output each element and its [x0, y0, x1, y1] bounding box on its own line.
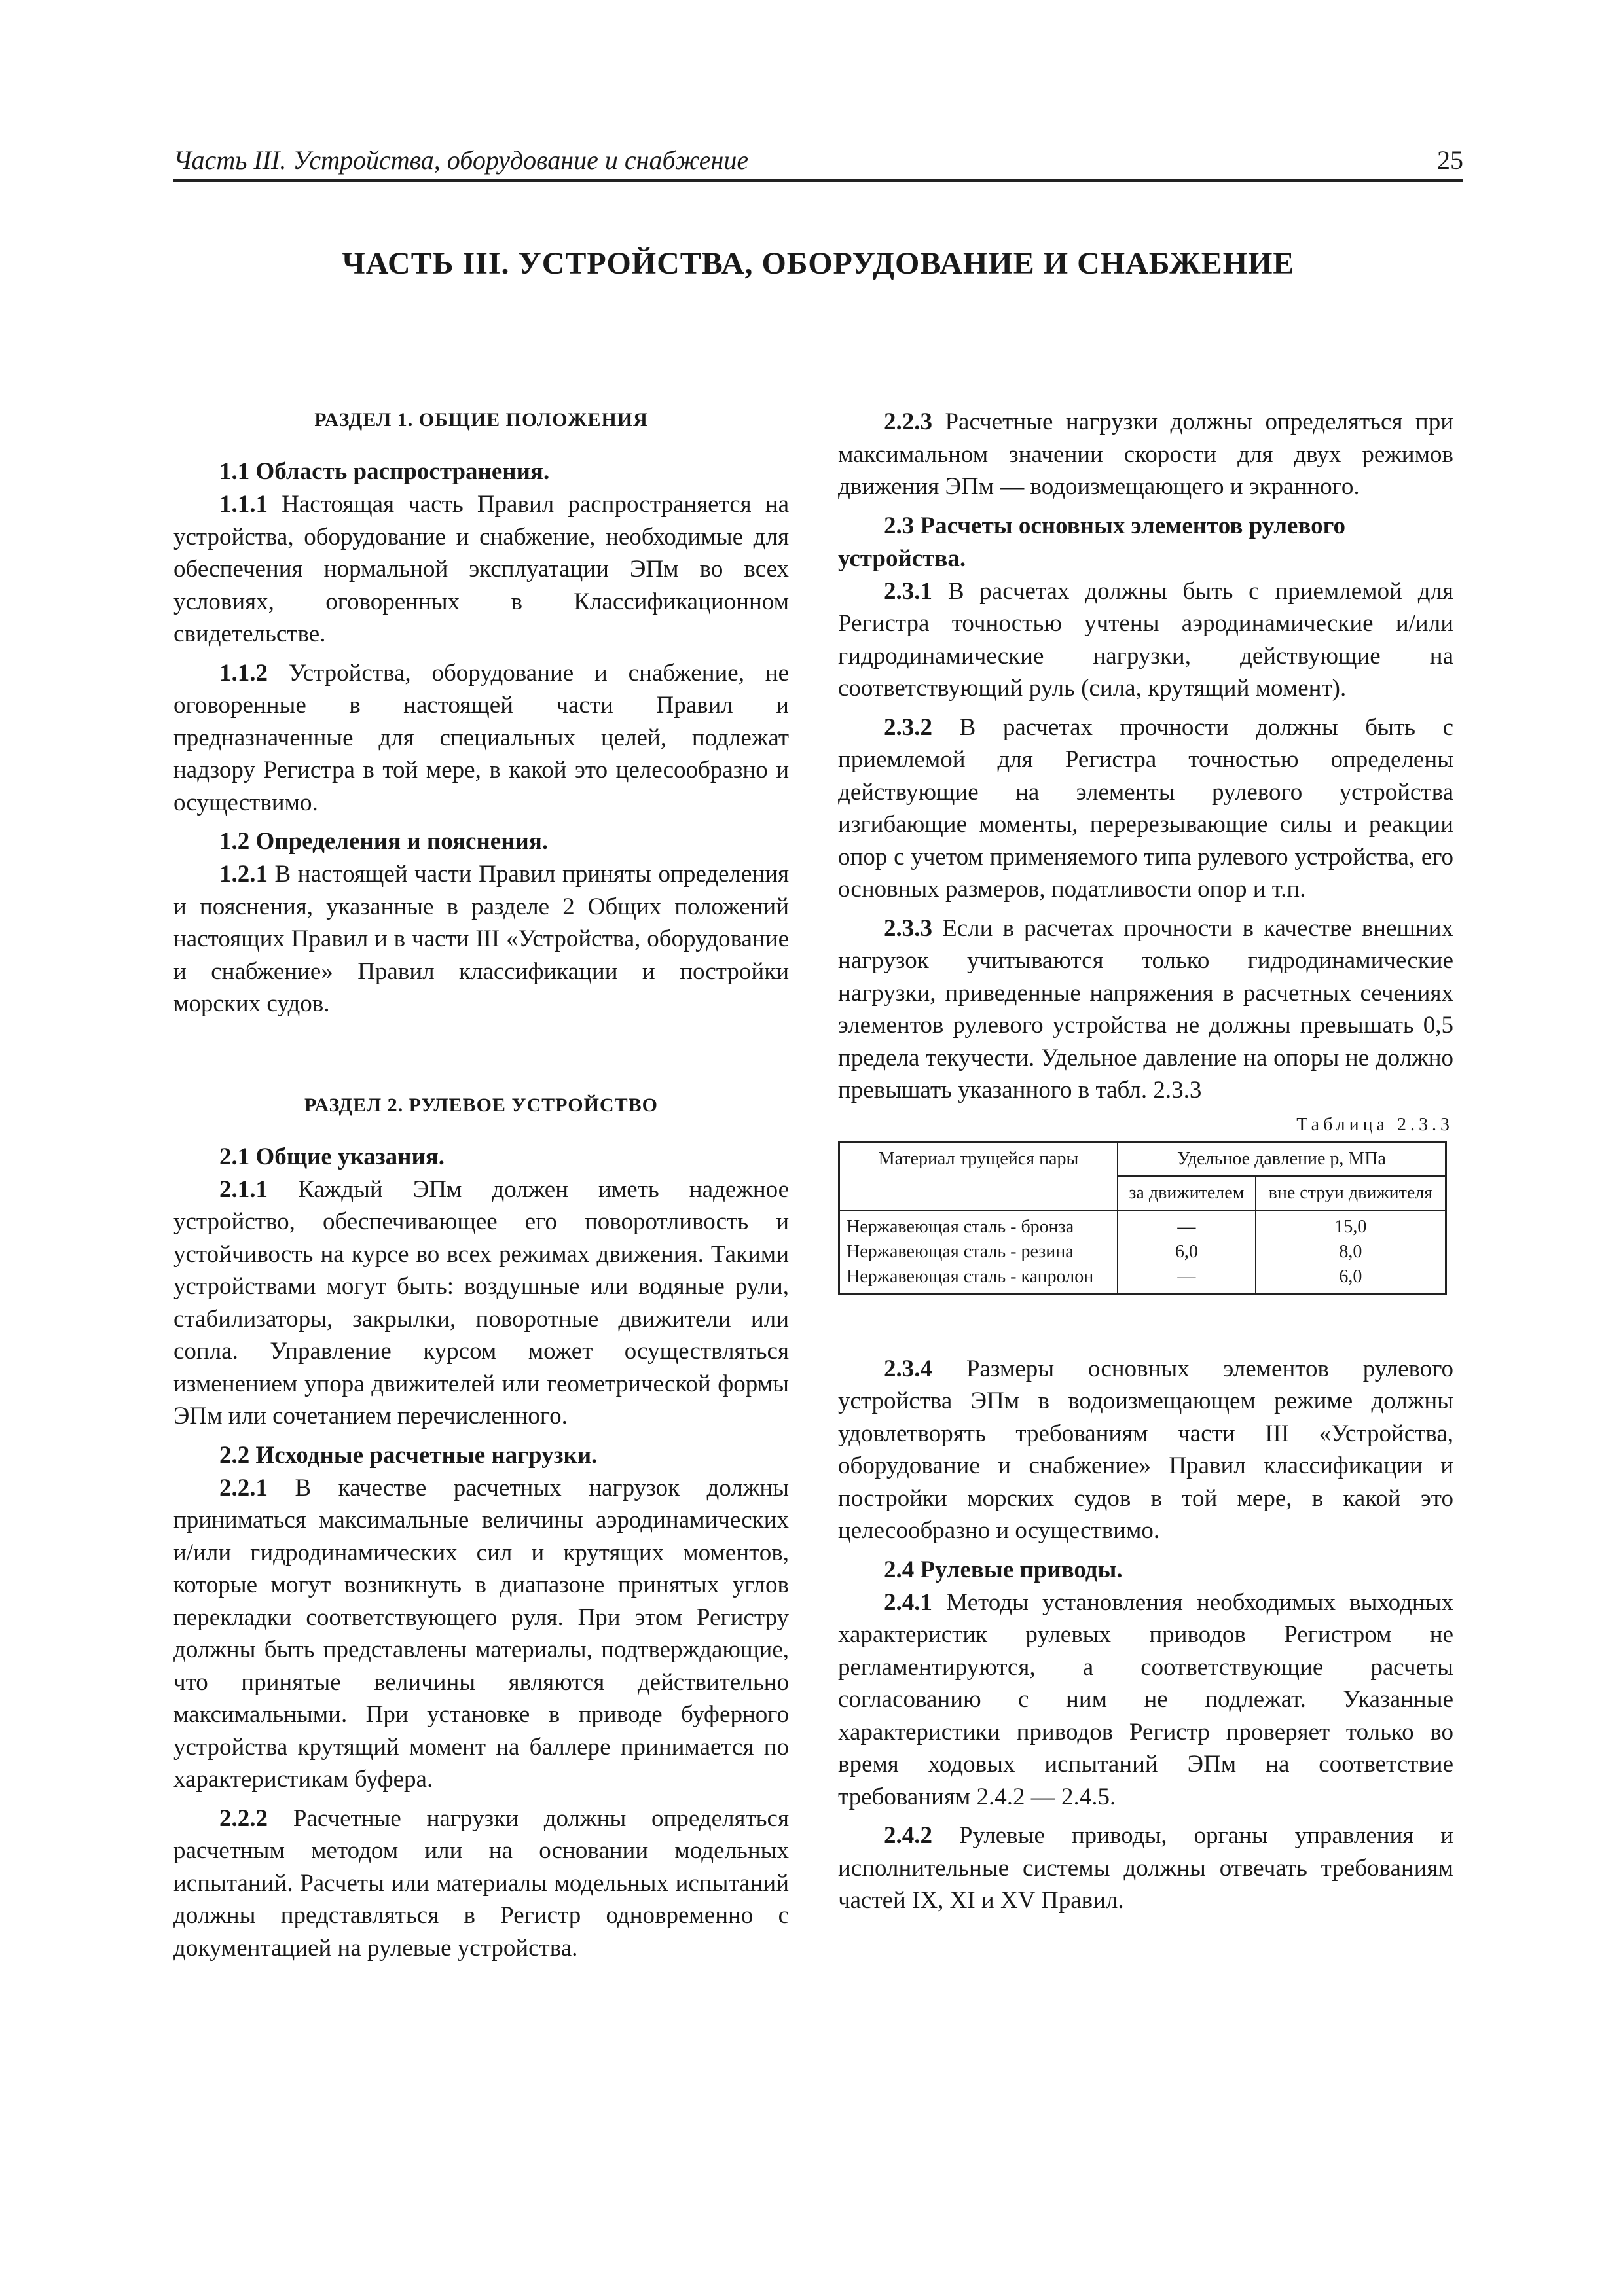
friction-pressure-table — [838, 1141, 1447, 1295]
clause-number: 2.2.1 — [219, 1474, 268, 1501]
clause-number: 2.4.1 — [884, 1588, 932, 1616]
clause-number: 1.1.2 — [219, 659, 268, 687]
clause-number: 2.3.1 — [884, 577, 932, 605]
paragraph-2-2-2 — [173, 1803, 789, 1965]
clause-number: 2.4.2 — [884, 1822, 932, 1849]
paragraph-text: Методы установления необходимых выходных характеристик рулевых приводов Регистром не регламентируются, а соответствующие расчеты согласованию с ним не подлежат. Указанные характеристики приводов Регистр проверяет только во время ходовых испытаний ЭПм на соответствие требованиям 2.4.2 — 2.4.5. — [838, 1588, 1454, 1810]
paragraph-text: Расчетные нагрузки должны определяться при максимальном значении скорости для двух режимов движения ЭПм — водоизмещающего и экранного. — [838, 408, 1453, 500]
left-column — [173, 406, 789, 1971]
table-cell-material: Нержавеющая сталь - бронза — [847, 1216, 1074, 1237]
running-header — [173, 143, 1463, 182]
paragraph-2-3-4 — [838, 1353, 1453, 1547]
table-cell-value: 8,0 — [1339, 1241, 1362, 1262]
table-header-row — [839, 1141, 1446, 1176]
materials-cell — [839, 1210, 1118, 1295]
subsection-2-4-title: 2.4 Рулевые приводы. — [884, 1556, 1123, 1583]
paragraph-text: Расчетные нагрузки должны определяться расчетным методом или на основании модельных испытаний. Расчеты или материалы модельных испытаний должны представляться в Регистр одновременно с документацией на рулевые устройства. — [173, 1804, 789, 1962]
right-column — [838, 406, 1453, 1924]
subsection-2-3-title: 2.3 Расчеты основных элементов рулевого устройства. — [838, 512, 1346, 572]
paragraph-2-3-1 — [838, 575, 1453, 705]
table-cell-value: — — [1177, 1266, 1196, 1287]
behind-propeller-cell — [1118, 1210, 1256, 1295]
table-cell-value: 6,0 — [1339, 1266, 1362, 1287]
paragraph-1-2-1 — [173, 858, 789, 1020]
part-title: ЧАСТЬ III. УСТРОЙСТВА, ОБОРУДОВАНИЕ И СНАБЖЕНИЕ — [342, 246, 1295, 281]
table-cell-value: — — [1177, 1216, 1196, 1237]
section-spacer — [173, 1027, 789, 1091]
table-cell-material: Нержавеющая сталь - капролон — [847, 1266, 1094, 1287]
paragraph-text: В расчетах должны быть с приемлемой для Регистра точностью учтены аэродинамические и/или гидродинамические нагрузки, действующие на соответствующий руль (сила, крутящий момент). — [838, 577, 1453, 702]
clause-number: 2.2.2 — [219, 1804, 268, 1832]
table-body-row — [839, 1210, 1446, 1295]
paragraph-1-1-1 — [173, 488, 789, 651]
header-outside-stream: вне струи движителя — [1256, 1176, 1446, 1210]
paragraph-2-3-2 — [838, 711, 1453, 906]
header-behind-propeller: за движителем — [1118, 1176, 1256, 1210]
clause-number: 2.3.2 — [884, 713, 932, 741]
table-spacer — [838, 1295, 1453, 1353]
paragraph-2-4-2 — [838, 1820, 1453, 1917]
running-title: Часть III. Устройства, оборудование и снабжение — [173, 145, 749, 175]
outside-stream-cell — [1256, 1210, 1446, 1295]
paragraph-text: В расчетах прочности должны быть с приемлемой для Регистра точностью определены действующие на элементы рулевого устройства изгибающие моменты, перерезывающие силы и реакции опор с учетом применяемого типа рулевого устройства, его основных размеров, податливости опор и т.п. — [838, 713, 1454, 903]
table-cell-value: 15,0 — [1334, 1216, 1367, 1237]
paragraph-1-1-2 — [173, 657, 789, 819]
paragraph-2-3-3 — [838, 912, 1453, 1107]
paragraph-2-1-1 — [173, 1174, 789, 1433]
header-material: Материал трущейся пары — [839, 1141, 1118, 1210]
paragraph-2-4-1 — [838, 1587, 1453, 1814]
header-pressure: Удельное давление p, МПа — [1118, 1141, 1446, 1176]
clause-number: 1.2.1 — [219, 861, 268, 888]
subsection-1-1-title: 1.1 Область распространения. — [219, 458, 550, 485]
table-caption: Таблица 2.3.3 — [1296, 1114, 1453, 1135]
clause-number: 2.3.3 — [884, 914, 932, 942]
subsection-2-2-title: 2.2 Исходные расчетные нагрузки. — [219, 1441, 598, 1469]
clause-number: 1.1.1 — [219, 491, 268, 518]
paragraph-text: В настоящей части Правил приняты определения и пояснения, указанные в разделе 2 Общих положений настоящих Правил и в части III «Устройства, оборудование и снабжение» Правил классификации и постройки морских судов. — [173, 861, 790, 1017]
paragraph-text: Настоящая часть Правил распространяется на устройства, оборудование и снабжение, необходимые для обеспечения нормальной эксплуатации ЭПм во всех условиях, оговоренных в Классификационном свидетельстве. — [173, 491, 790, 647]
paragraph-text: Устройства, оборудование и снабжение, не оговоренные в настоящей части Правил и предназначенные для специальных целей, подлежат надзору Регистра в той мере, в какой это целесообразно и осуществимо. — [173, 659, 789, 816]
section-1-title: РАЗДЕЛ 1. ОБЩИЕ ПОЛОЖЕНИЯ — [314, 409, 648, 431]
paragraph-text: Размеры основных элементов рулевого устройства ЭПм в водоизмещающем режиме должны удовлетворять требованиям части III «Устройства, оборудование и снабжение» Правил классификации и постройки морских судов в той мере, в какой это целесообразно и осуществимо. — [838, 1355, 1453, 1544]
paragraph-2-2-3 — [838, 406, 1453, 503]
subsection-2-1-title: 2.1 Общие указания. — [219, 1143, 445, 1170]
paragraph-text: В качестве расчетных нагрузок должны приниматься максимальные величины аэродинамических и/или гидродинамических сил и крутящих моментов, которые могут возникнуть в диапазоне принятых углов перекладки соответствующего руля. При этом Регистру должны быть представлены материалы, подтверждающие, что принятые величины являются действительно максимальными. При установке в приводе буферного устройства крутящий момент на баллере принимается по характеристикам буфера. — [173, 1474, 790, 1793]
paragraph-text: Каждый ЭПм должен иметь надежное устройство, обеспечивающее его поворотливость и устойчивость на курсе во всех режимах движения. Такими устройствами могут быть: воздушные или водяные рули, стабилизаторы, закрылки, поворотные движители или сопла. Управление курсом может осуществляться изменением упора движителей или геометрической формы ЭПм или сочетанием перечисленного. — [173, 1175, 790, 1429]
paragraph-2-2-1 — [173, 1472, 789, 1796]
paragraph-text: Рулевые приводы, органы управления и исполнительные системы должны отвечать требованиям частей IX, XI и XV Правил. — [838, 1822, 1453, 1914]
clause-number: 2.3.4 — [884, 1355, 932, 1382]
table-cell-material: Нержавеющая сталь - резина — [847, 1241, 1074, 1262]
clause-number: 2.2.3 — [884, 408, 932, 435]
clause-number: 2.1.1 — [219, 1175, 268, 1203]
subsection-1-2-title: 1.2 Определения и пояснения. — [219, 828, 549, 855]
table-cell-value: 6,0 — [1175, 1241, 1198, 1262]
page-number: 25 — [1437, 145, 1463, 175]
section-2-title: РАЗДЕЛ 2. РУЛЕВОЕ УСТРОЙСТВО — [304, 1094, 658, 1116]
paragraph-text: Если в расчетах прочности в качестве внешних нагрузок учитываются только гидродинамические нагрузки, приведенные напряжения в расчетных сечениях элементов рулевого устройства не должны превышать 0,5 предела текучести. Удельное давление на опоры не должно превышать указанного в табл. 2.3.3 — [838, 914, 1453, 1103]
